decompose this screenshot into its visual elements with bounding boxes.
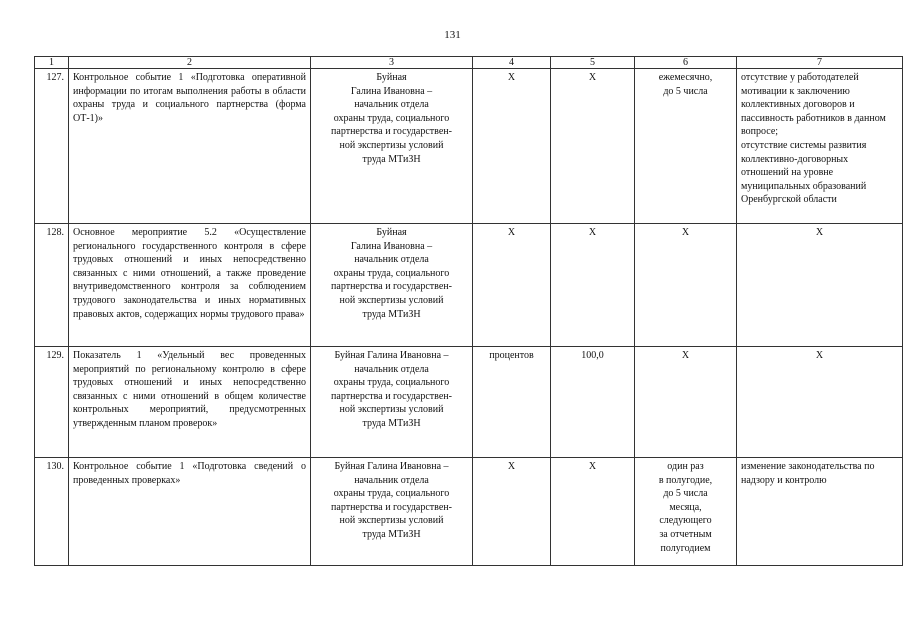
risk-cell: изменение законодательства по надзору и контролю [737,458,903,566]
table-row-130 [35,458,903,566]
column-header-7: 7 [737,57,903,69]
column-header-6: 6 [635,57,737,69]
column-header-2: 2 [69,57,311,69]
measure-name: Контрольное событие 1 «Подготовка оперативной информации по итогам выполнения работы в области охраны труда и социального партнерства (форма ОТ-1)» [69,69,311,224]
unit-cell: X [473,458,551,566]
deadline-cell: ежемесячно, до 5 числа [635,69,737,224]
value-cell: X [551,69,635,224]
table-row-127 [35,69,903,224]
measure-name: Контрольное событие 1 «Подготовка сведений о проведенных проверках» [69,458,311,566]
responsible-person: Буйная Галина Ивановна – начальник отдела охраны труда, социального партнерства и государствен- ной экспертизы условий труда МТиЗН [311,458,473,566]
value-cell: 100,0 [551,347,635,458]
unit-cell: X [473,69,551,224]
measure-name: Основное мероприятие 5.2 «Осуществление регионального государственного контроля в сфере трудовых отношений и иных непосредственно связанных с ними отношений, а также проведение внутриведомственного контроля за соблюдением трудового законодательства и иных нормативных правовых актов, содержащих нормы трудового права» [69,224,311,347]
row-number: 127. [35,69,69,224]
row-number: 129. [35,347,69,458]
row-number: 128. [35,224,69,347]
value-cell: X [551,458,635,566]
value-cell: X [551,224,635,347]
column-header-4: 4 [473,57,551,69]
responsible-person: Буйная Галина Ивановна – начальник отдела охраны труда, социального партнерства и государствен- ной экспертизы условий труда МТиЗН [311,347,473,458]
unit-cell: X [473,224,551,347]
responsible-person: Буйная Галина Ивановна – начальник отдела охраны труда, социального партнерства и государствен- ной экспертизы условий труда МТиЗН [311,224,473,347]
column-number-header-row [35,57,903,69]
measure-name: Показатель 1 «Удельный вес проведенных мероприятий по региональному контролю в сфере трудовых отношений и иных непосредственно связанных с ними отношений в общем количестве контрольных мероприятий, предусмотренных утвержденным планом проверок» [69,347,311,458]
unit-cell: процентов [473,347,551,458]
deadline-cell: X [635,224,737,347]
column-header-1: 1 [35,57,69,69]
table-row-128 [35,224,903,347]
table-row-129 [35,347,903,458]
column-header-5: 5 [551,57,635,69]
row-number: 130. [35,458,69,566]
document-table [34,56,903,566]
risk-cell: X [737,224,903,347]
deadline-cell: X [635,347,737,458]
page-number: 131 [444,29,461,41]
risk-cell: X [737,347,903,458]
column-header-3: 3 [311,57,473,69]
responsible-person: Буйная Галина Ивановна – начальник отдела охраны труда, социального партнерства и государствен- ной экспертизы условий труда МТиЗН [311,69,473,224]
deadline-cell: один раз в полугодие, до 5 числа месяца, следующего за отчетным полугодием [635,458,737,566]
risk-cell: отсутствие у работодателей мотивации к заключению коллективных договоров и пассивность работников в данном вопросе; отсутствие системы развития коллективно-договорных отношений на уровне муниципальных образований Оренбургской области [737,69,903,224]
